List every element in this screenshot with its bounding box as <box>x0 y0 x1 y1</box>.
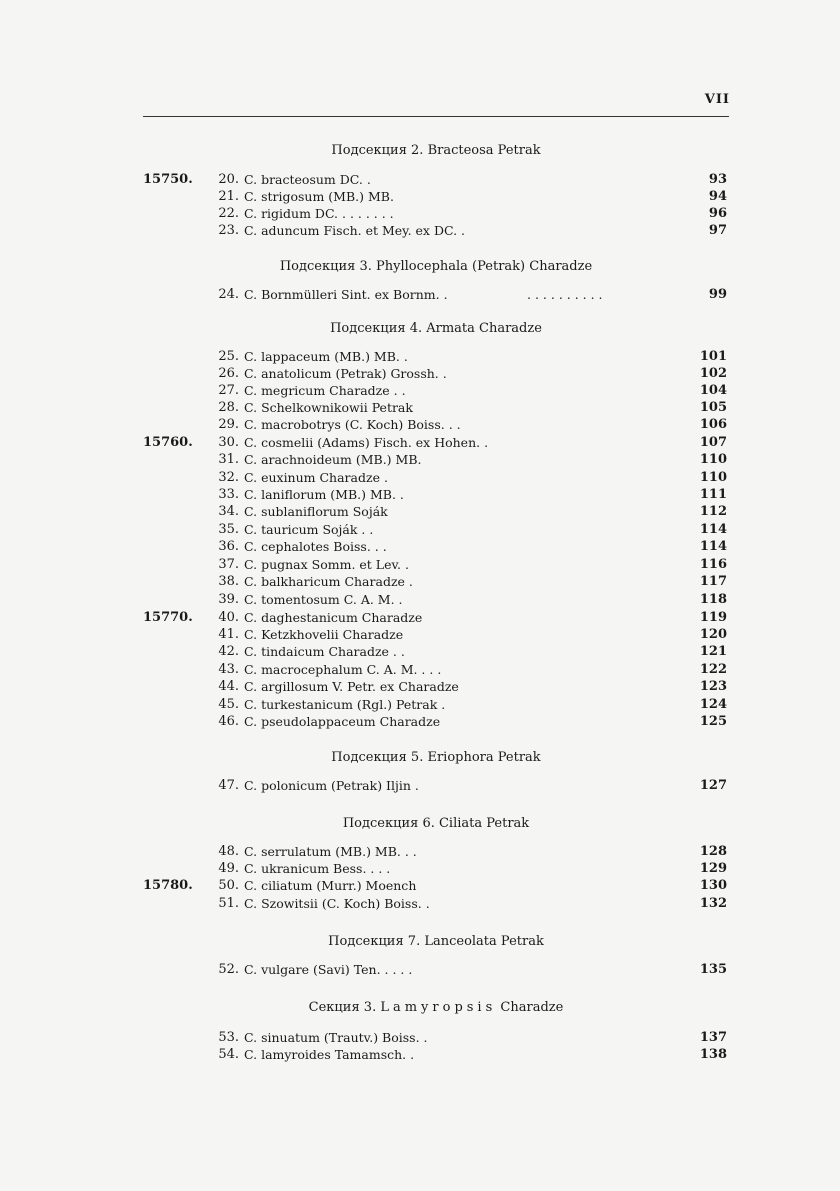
toc-entry <box>143 777 729 794</box>
entry-number: 53. <box>218 1030 239 1045</box>
section-heading: Подсекция 7. Lanceolata Petrak <box>328 934 544 949</box>
entry-page: 119 <box>699 610 727 625</box>
entry-text: C. ciliatum (Murr.) Moench <box>244 878 417 893</box>
toc-entry <box>143 895 729 912</box>
entry-page: 121 <box>699 644 727 659</box>
heading-suffix: Charadze <box>500 1000 564 1015</box>
entry-number: 25. <box>218 349 239 364</box>
page-number: VII <box>704 92 730 107</box>
toc-entry <box>143 843 729 860</box>
toc-entry <box>143 188 729 205</box>
entry-text: C. cosmelii (Adams) Fisch. ex Hohen. . <box>244 435 489 450</box>
toc-entry <box>143 961 729 978</box>
entry-text: C. tomentosum C. A. M. . <box>244 592 403 607</box>
entry-number: 49. <box>218 861 239 876</box>
entry-code: 15780. <box>143 878 193 893</box>
toc-entry <box>143 399 729 416</box>
section-heading: Подсекция 4. Armata Charadze <box>330 321 542 336</box>
toc-entry <box>143 171 729 188</box>
entry-page: 94 <box>708 189 727 204</box>
entry-page: 111 <box>699 487 727 502</box>
entry-page: 120 <box>699 627 727 642</box>
entry-page: 112 <box>699 504 727 519</box>
entry-page: 132 <box>699 896 727 911</box>
heading-prefix: Секция 3. <box>308 1000 377 1015</box>
section-heading: Подсекция 2. Bracteosa Petrak <box>331 143 541 158</box>
entry-number: 28. <box>218 400 239 415</box>
entry-text: C. balkharicum Charadze . <box>244 574 413 589</box>
entry-page: 129 <box>699 861 727 876</box>
toc-entry <box>143 416 729 433</box>
toc-entry <box>143 1029 729 1046</box>
entry-text: C. vulgare (Savi) Ten. . . . . <box>244 962 413 977</box>
entry-page: 97 <box>708 223 727 238</box>
entry-text: C. sinuatum (Trautv.) Boiss. . <box>244 1030 428 1045</box>
entry-number: 33. <box>218 487 239 502</box>
toc-entry <box>143 286 729 303</box>
entry-number: 42. <box>218 644 239 659</box>
entry-number: 20. <box>218 172 239 187</box>
toc-entry <box>143 556 729 573</box>
entry-page: 99 <box>708 287 727 302</box>
entry-page: 128 <box>699 844 727 859</box>
entry-text: C. Ketzkhovelii Charadze <box>244 627 404 642</box>
entry-number: 23. <box>218 223 239 238</box>
entry-text: C. daghestanicum Charadze <box>244 610 423 625</box>
entry-page: 114 <box>699 522 727 537</box>
entry-number: 35. <box>218 522 239 537</box>
toc-entry <box>143 503 729 520</box>
toc-entry <box>143 486 729 503</box>
entry-text: C. cephalotes Boiss. . . <box>244 539 387 554</box>
toc-entry <box>143 382 729 399</box>
entry-page: 101 <box>699 349 727 364</box>
entry-text: C. macrobotrys (C. Koch) Boiss. . . <box>244 417 461 432</box>
entry-number: 21. <box>218 189 239 204</box>
entry-page: 107 <box>699 435 727 450</box>
entry-number: 40. <box>218 610 239 625</box>
entry-text: C. euxinum Charadze . <box>244 470 388 485</box>
entry-number: 41. <box>218 627 239 642</box>
toc-entry <box>143 222 729 239</box>
entry-number: 38. <box>218 574 239 589</box>
entry-page: 137 <box>699 1030 727 1045</box>
toc-entry <box>143 348 729 365</box>
section-heading: Подсекция 6. Ciliata Petrak <box>342 816 530 831</box>
toc-entry <box>143 678 729 695</box>
entry-page: 135 <box>699 962 727 977</box>
entry-number: 31. <box>218 452 239 467</box>
entry-number: 45. <box>218 697 239 712</box>
entry-page: 114 <box>699 539 727 554</box>
toc-entry <box>143 573 729 590</box>
entry-number: 32. <box>218 470 239 485</box>
entry-page: 93 <box>708 172 727 187</box>
toc-entry <box>143 626 729 643</box>
entry-number: 44. <box>218 679 239 694</box>
entry-page: 106 <box>699 417 727 432</box>
entry-text: C. ukranicum Bess. . . . <box>244 861 391 876</box>
entry-number: 34. <box>218 504 239 519</box>
entry-text: C. lamyroides Tamamsch. . <box>244 1047 415 1062</box>
entry-number: 29. <box>218 417 239 432</box>
entry-page: 110 <box>699 470 727 485</box>
toc-entry <box>143 877 729 894</box>
entry-page: 110 <box>699 452 727 467</box>
entry-text: C. argillosum V. Petr. ex Charadze <box>244 679 459 694</box>
header-rule <box>143 116 729 117</box>
entry-text: C. laniflorum (MB.) MB. . <box>244 487 404 502</box>
toc-entry <box>143 451 729 468</box>
toc-entry <box>143 365 729 382</box>
entry-number: 36. <box>218 539 239 554</box>
entry-number: 39. <box>218 592 239 607</box>
entry-text: C. pugnax Somm. et Lev. . <box>244 557 409 572</box>
entry-text: C. sublaniflorum Soják <box>244 504 388 519</box>
entry-code: 15750. <box>143 172 193 187</box>
entry-number: 51. <box>218 896 239 911</box>
entry-number: 30. <box>218 435 239 450</box>
entry-text: C. lappaceum (MB.) MB. . <box>244 349 408 364</box>
toc-entry <box>143 661 729 678</box>
heading-spaced-name: Lamyropsis <box>380 1000 497 1015</box>
entry-page: 122 <box>699 662 727 677</box>
entry-text: C. tauricum Soják . . <box>244 522 374 537</box>
entry-text: C. Szowitsii (C. Koch) Boiss. . <box>244 896 430 911</box>
entry-number: 47. <box>218 778 239 793</box>
entry-number: 52. <box>218 962 239 977</box>
entry-number: 48. <box>218 844 239 859</box>
entry-text: C. aduncum Fisch. et Mey. ex DC. . <box>244 223 466 238</box>
entry-text: C. polonicum (Petrak) Iljin . <box>244 778 419 793</box>
entry-code: 15760. <box>143 435 193 450</box>
entry-text: C. anatolicum (Petrak) Grossh. . <box>244 366 447 381</box>
entry-page: 105 <box>699 400 727 415</box>
entry-number: 37. <box>218 557 239 572</box>
toc-entry <box>143 860 729 877</box>
toc-entry <box>143 591 729 608</box>
toc-entry <box>143 696 729 713</box>
toc-entry <box>143 434 729 451</box>
entry-number: 50. <box>218 878 239 893</box>
entry-number: 54. <box>218 1047 239 1062</box>
section-heading: Подсекция 3. Phyllocephala (Petrak) Charadze <box>279 259 593 274</box>
entry-page: 104 <box>699 383 727 398</box>
entry-number: 27. <box>218 383 239 398</box>
entry-page: 125 <box>699 714 727 729</box>
entry-page: 102 <box>699 366 727 381</box>
entry-page: 118 <box>699 592 727 607</box>
entry-text: C. bracteosum DC. . <box>244 172 371 187</box>
entry-page: 138 <box>699 1047 727 1062</box>
entry-number: 43. <box>218 662 239 677</box>
toc-entry <box>143 1046 729 1063</box>
toc-entry <box>143 609 729 626</box>
section-heading <box>143 1000 729 1016</box>
entry-page: 127 <box>699 778 727 793</box>
entry-page: 124 <box>699 697 727 712</box>
entry-number: 26. <box>218 366 239 381</box>
entry-text: C. arachnoideum (MB.) MB. <box>244 452 422 467</box>
entry-text: C. strigosum (MB.) MB. <box>244 189 394 204</box>
entry-number: 22. <box>218 206 239 221</box>
entry-page: 117 <box>699 574 727 589</box>
entry-text: C. pseudolappaceum Charadze <box>244 714 441 729</box>
toc-entry <box>143 713 729 730</box>
entry-page: 96 <box>708 206 727 221</box>
entry-text: C. macrocephalum C. A. M. . . . <box>244 662 442 677</box>
entry-text: C. tindaicum Charadze . . <box>244 644 405 659</box>
entry-text: C. turkestanicum (Rgl.) Petrak . <box>244 697 446 712</box>
entry-text: C. Bornmülleri Sint. ex Bornm. . . . . . . . . . . . <box>244 287 603 302</box>
entry-page: 116 <box>699 557 727 572</box>
entry-number: 46. <box>218 714 239 729</box>
entry-text: C. rigidum DC. . . . . . . . <box>244 206 394 221</box>
entry-number: 24. <box>218 287 239 302</box>
toc-entry <box>143 643 729 660</box>
entry-text: C. serrulatum (MB.) MB. . . <box>244 844 417 859</box>
toc-entry <box>143 469 729 486</box>
entry-text: C. Schelkownikowii Petrak <box>244 400 413 415</box>
entry-page: 130 <box>699 878 727 893</box>
toc-entry <box>143 521 729 538</box>
entry-page: 123 <box>699 679 727 694</box>
toc-entry <box>143 538 729 555</box>
entry-code: 15770. <box>143 610 193 625</box>
entry-text: C. megricum Charadze . . <box>244 383 406 398</box>
toc-entry <box>143 205 729 222</box>
section-heading: Подсекция 5. Eriophora Petrak <box>331 750 541 765</box>
